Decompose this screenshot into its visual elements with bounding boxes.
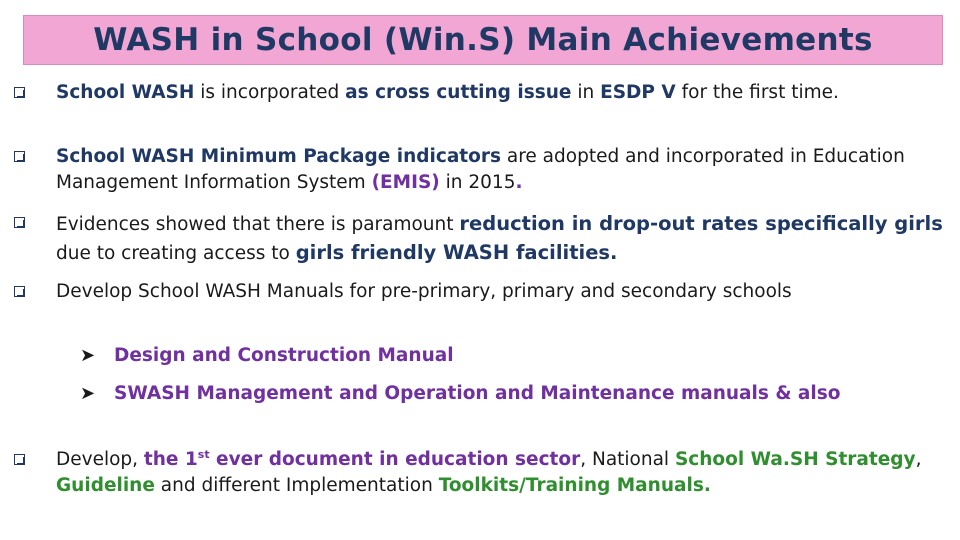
bullet-5 <box>14 447 944 499</box>
bullet-3-text <box>56 210 944 268</box>
bullet-1-part: School WASH <box>56 82 195 103</box>
checkbox-bullet-icon <box>14 151 25 162</box>
bullet-4-text <box>56 279 944 305</box>
page-title: WASH in School (Win.S) Main Achievements <box>93 22 873 58</box>
bullet-4-part: Develop School WASH Manuals for pre-primary, primary and secondary schools <box>56 281 792 302</box>
bullet-5-text <box>56 447 944 499</box>
bullet-1-part: ESDP V <box>600 82 676 103</box>
bullet-1-part: in <box>571 82 601 103</box>
arrowhead-bullet-icon: ➤ <box>80 345 96 366</box>
bullet-1-part: as cross cutting issue <box>345 82 572 103</box>
bullet-1-part: is incorporated <box>194 82 346 103</box>
bullet-1 <box>14 80 944 106</box>
bullet-5-part: the 1 <box>143 449 198 470</box>
bullet-2-part: (EMIS) <box>371 172 440 193</box>
checkbox-bullet-icon <box>14 87 25 98</box>
sub-bullet-2-text: SWASH Management and Operation and Maintenance manuals & also <box>114 383 841 404</box>
bullet-5-part: Toolkits/Training Manuals. <box>438 475 711 496</box>
bullet-5-part: , <box>915 449 922 470</box>
bullet-2-part: School WASH Minimum Package indicators <box>56 146 501 167</box>
bullet-2-part: are adopted and incorporated in Education Management Information System <box>56 146 905 193</box>
bullet-5-part: School Wa.SH Strategy <box>674 449 916 470</box>
bullet-1-text <box>56 80 944 106</box>
bullet-3-part: Evidences showed that there is paramount <box>56 214 460 235</box>
bullet-5-superscript: st <box>197 447 210 461</box>
bullet-5-part: Guideline <box>56 475 155 496</box>
bullet-1-part: for the first time. <box>675 82 839 103</box>
bullet-3 <box>14 210 944 268</box>
title-banner <box>23 15 943 65</box>
checkbox-bullet-icon <box>14 217 25 228</box>
bullet-5-part: Develop, <box>56 449 144 470</box>
sub-bullet-1-text: Design and Construction Manual <box>114 345 454 366</box>
bullet-3-part: due to creating access to <box>56 243 296 264</box>
bullet-2-part: . <box>515 172 523 193</box>
bullet-3-part: girls friendly WASH facilities. <box>295 241 618 264</box>
sub-bullet-2 <box>80 381 930 407</box>
bullet-2 <box>14 144 944 196</box>
checkbox-bullet-icon <box>14 454 25 465</box>
bullet-5-part: , National <box>580 449 675 470</box>
bullet-5-part: ever document in education sector <box>209 449 581 470</box>
checkbox-bullet-icon <box>14 286 25 297</box>
bullet-2-text <box>56 144 944 196</box>
bullet-5-part: and different Implementation <box>154 475 439 496</box>
arrowhead-bullet-icon: ➤ <box>80 383 96 404</box>
bullet-2-part: in 2015 <box>439 172 516 193</box>
bullet-3-part: reduction in drop-out rates specifically girls <box>459 212 943 235</box>
sub-bullet-1 <box>80 343 930 369</box>
bullet-4 <box>14 279 944 305</box>
